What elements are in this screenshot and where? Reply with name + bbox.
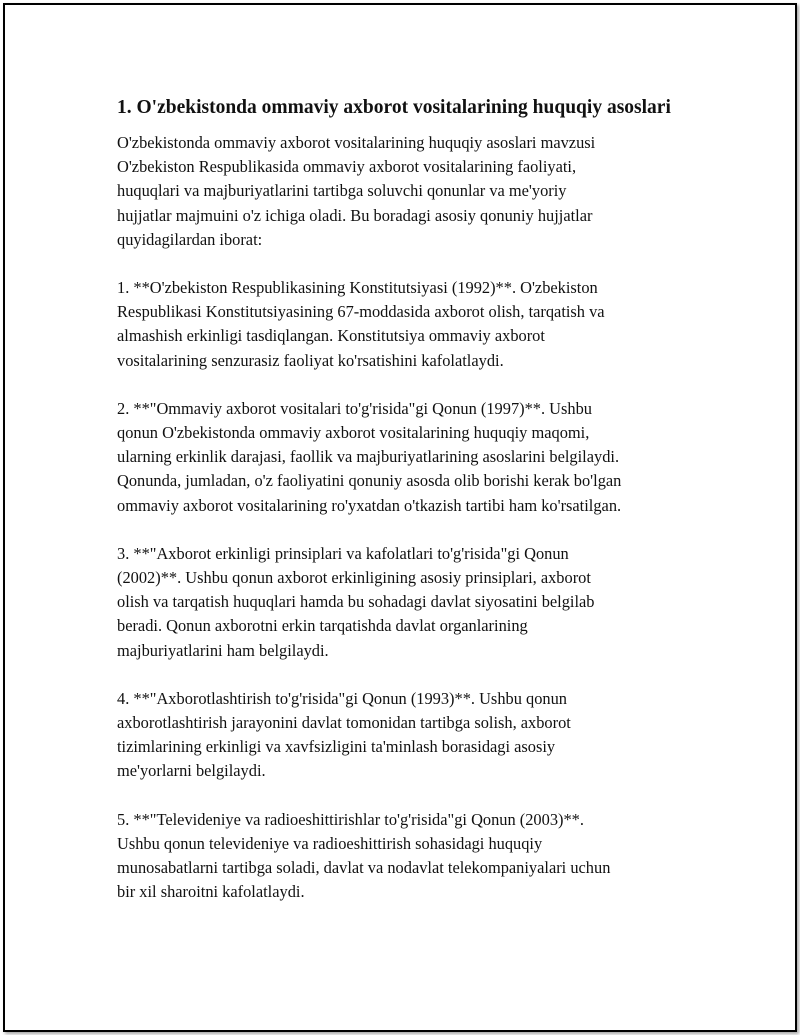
list-item-informatization-law: 4. **"Axborotlashtirish to'g'risida"gi Qonun (1993)**. Ushbu qonun axborotlashtirish jarayonini davlat tomonidan tartibga solish, axborot tizimlarining erkinligi va xavfsizligini ta'minlash borasidagi asosiy me'yorlarni belgilaydi. bbox=[117, 688, 571, 781]
document-heading: 1. O'zbekistonda ommaviy axborot vositalarining huquqiy asoslari bbox=[117, 97, 671, 118]
document-body bbox=[117, 94, 692, 928]
list-item-television-radio-law: 5. **"Televideniye va radioeshittirishlar to'g'risida"gi Qonun (2003)**. Ushbu qonun televideniye va radioeshittirish sohasidagi huquqiy munosabatlarni tartibga soladi, davlat va nodavlat telekompaniyalari uchun bir xil sharoitni kafolatlaydi. bbox=[117, 809, 611, 902]
list-item-freedom-of-information-law: 3. **"Axborot erkinligi prinsiplari va kafolatlari to'g'risida"gi Qonun (2002)**. Ushbu qonun axborot erkinligining asosiy prinsiplari, axborot olish va tarqatish huquqlari hamda bu sohadagi davlat siyosatini belgilab beradi. Qonun axborotni erkin tarqatishda davlat organlarining majburiyatlarini ham belgilaydi. bbox=[117, 543, 595, 660]
intro-paragraph: O'zbekistonda ommaviy axborot vositalarining huquqiy asoslari mavzusi O'zbekiston Respublikasida ommaviy axborot vositalarining faoliyati, huquqlari va majburiyatlarini tartibga soluvchi qonunlar va me'yoriy hujjatlar majmuini o'z ichiga oladi. Bu boradagi asosiy qonuniy hujjatlar quyidagilardan iborat: bbox=[117, 133, 596, 249]
list-item-constitution: 1. **O'zbekiston Respublikasining Konstitutsiyasi (1992)**. O'zbekiston Respublikasi Konstitutsiyasining 67-moddasida axborot olish, tarqatish va almashish erkinligi tasdiqlangan. Konstitutsiya ommaviy axborot vositalarining senzurasiz faoliyat ko'rsatishini kafolatlaydi. bbox=[117, 278, 605, 370]
list-item-mass-media-law: 2. **"Ommaviy axborot vositalari to'g'risida"gi Qonun (1997)**. Ushbu qonun O'zbekistonda ommaviy axborot vositalarining huquqiy maqomi, ularning erkinlik darajasi, faollik va majburiyatlarining asoslarini belgilaydi. Qonunda, jumladan, o'z faoliyatini qonuniy asosda olib borishi kerak bo'lgan ommaviy axborot vositalarining ro'yxatdan o'tkazish tartibi ham ko'rsatilgan. bbox=[117, 398, 622, 515]
